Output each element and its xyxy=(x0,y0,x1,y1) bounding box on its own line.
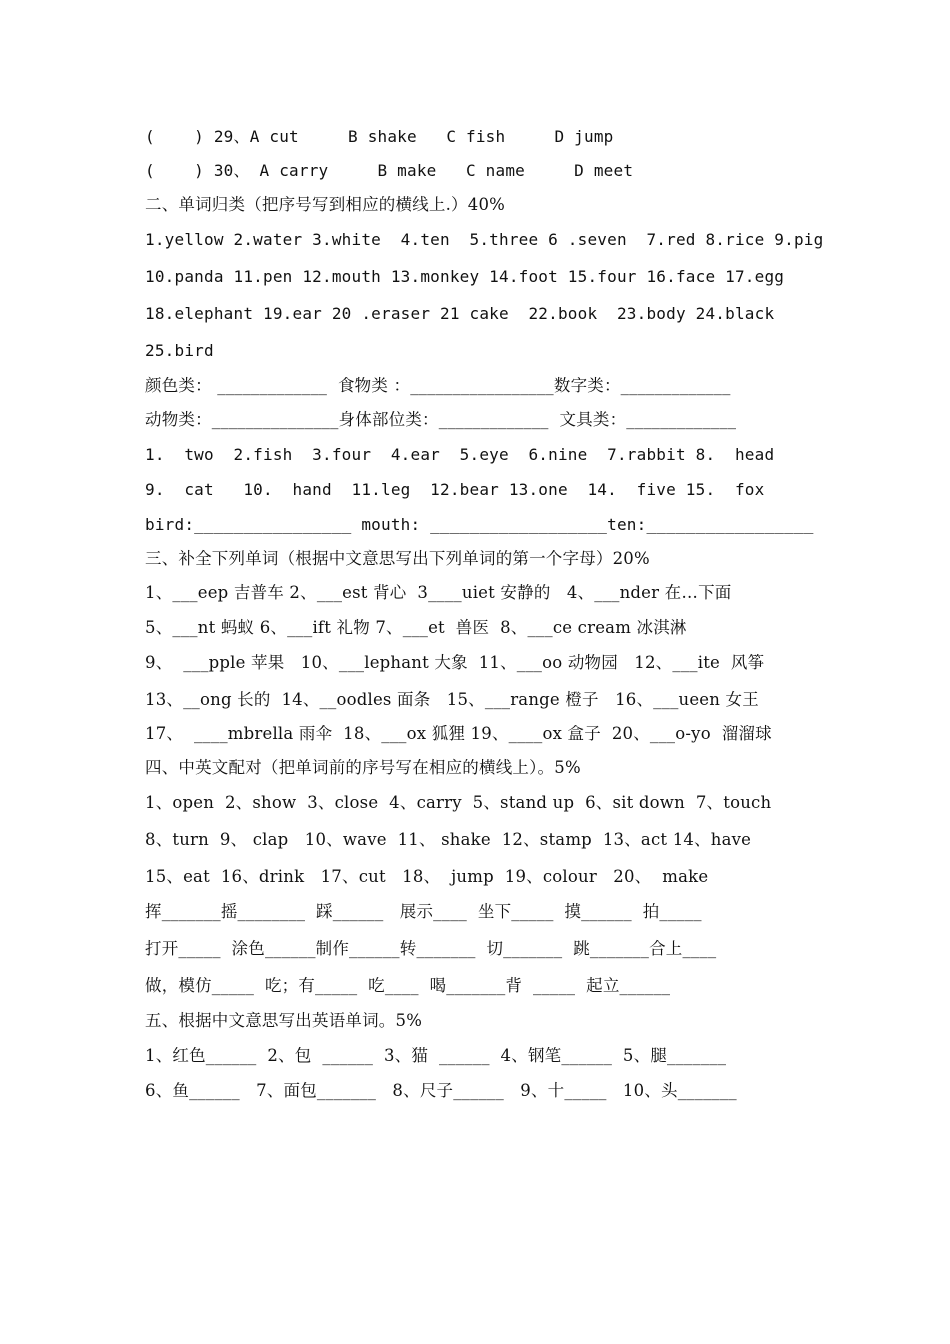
match-chinese-line-1: 挥_______摇________ 踩______ 展示____ 坐下_____ 摸______ 拍_____ xyxy=(145,902,702,921)
word-list-2-line-2: 9. cat 10. hand 11.leg 12.bear 13.one 14. five 15. fox xyxy=(145,480,765,499)
category-row-1: 颜色类： _____________ 食物类 ：_________________数字类：_____________ xyxy=(145,376,731,395)
word-list-2-line-1: 1. two 2.fish 3.four 4.ear 5.eye 6.nine 7.rabbit 8. head xyxy=(145,445,775,464)
fill-row-5: 17、 ____mbrella 雨伞 18、___ox 狐狸 19、____ox 盒子 20、___o-yo 溜溜球 xyxy=(145,724,772,743)
category-row-2: 动物类：_______________身体部位类：_____________ 文具类：_____________ xyxy=(145,410,737,429)
section-4-heading: 四、中英文配对（把单词前的序号写在相应的横线上）。5% xyxy=(145,758,581,777)
match-words-line-3: 15、eat 16、drink 17、cut 18、 jump 19、colour 20、 make xyxy=(145,867,709,886)
word-list-line-4: 25.bird xyxy=(145,341,214,360)
section-2-heading: 二、单词归类（把序号写到相应的横线上.）40% xyxy=(145,195,506,214)
translate-row-2: 6、鱼______ 7、面包_______ 8、尺子______ 9、十_____ 10、头_______ xyxy=(145,1081,737,1100)
word-list-line-1: 1.yellow 2.water 3.white 4.ten 5.three 6 .seven 7.red 8.rice 9.pig xyxy=(145,230,824,249)
translate-row-1: 1、红色______ 2、包 ______ 3、猫 ______ 4、钢笔______ 5、腿_______ xyxy=(145,1046,727,1065)
word-list-line-2: 10.panda 11.pen 12.mouth 13.monkey 14.foot 15.four 16.face 17.egg xyxy=(145,267,785,286)
fill-row-1: 1、___eep 吉普车 2、___est 背心 3____uiet 安静的 4、___nder 在…下面 xyxy=(145,583,732,602)
word-list-line-3: 18.elephant 19.ear 20 .eraser 21 cake 22.book 23.body 24.black xyxy=(145,304,775,323)
fill-row-2: 5、___nt 蚂蚁 6、___ift 礼物 7、___et 兽医 8、___ce cream 冰淇淋 xyxy=(145,618,687,637)
match-chinese-line-2: 打开_____ 涂色______制作______转_______ 切_______ 跳_______合上____ xyxy=(145,939,717,958)
fill-row-3: 9、 ___pple 苹果 10、___lephant 大象 11、___oo 动物园 12、___ite 风筝 xyxy=(145,653,765,672)
category-row-3: bird:________________ mouth: __________________ten:_________________ xyxy=(145,515,814,534)
match-chinese-line-3: 做，模仿_____ 吃；有_____ 吃____ 喝_______背 _____ 起立______ xyxy=(145,976,671,995)
match-words-line-2: 8、turn 9、 clap 10、wave 11、 shake 12、stamp 13、act 14、have xyxy=(145,830,752,849)
fill-row-4: 13、__ong 长的 14、__oodles 面条 15、___range 橙子 16、___ueen 女王 xyxy=(145,690,759,709)
section-5-heading: 五、根据中文意思写出英语单词。5% xyxy=(145,1011,423,1030)
match-words-line-1: 1、open 2、show 3、close 4、carry 5、stand up 6、sit down 7、touch xyxy=(145,793,772,812)
question-29: ( ) 29、A cut B shake C fish D jump xyxy=(145,127,614,146)
question-30: ( ) 30、 A carry B make C name D meet xyxy=(145,161,634,180)
section-3-heading: 三、补全下列单词（根据中文意思写出下列单词的第一个字母）20% xyxy=(145,549,650,568)
